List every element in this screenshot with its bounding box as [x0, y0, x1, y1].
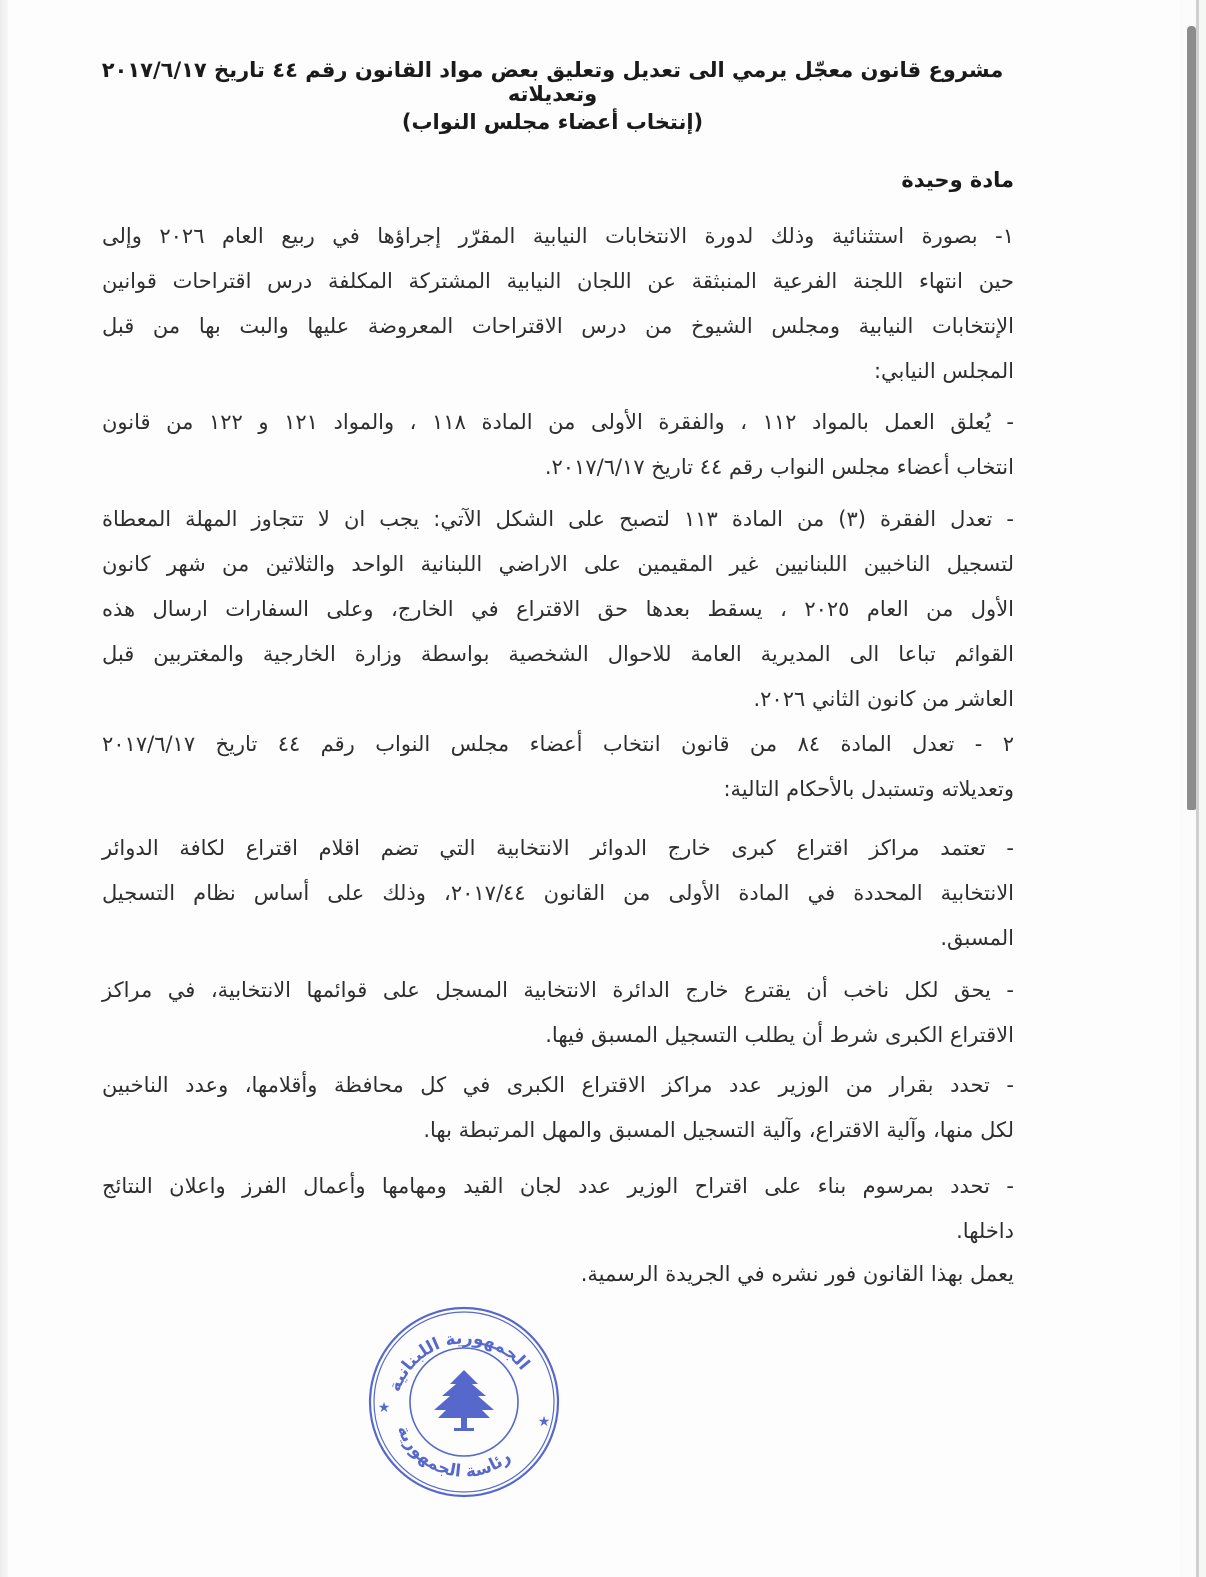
paragraph-line: - يُعلق العمل بالمواد ١١٢ ، والفقرة الأولى من المادة ١١٨ ، والمواد ١٢١ و ١٢٢ من قانون [102, 410, 1014, 434]
paragraph-line: لتسجيل الناخبين اللبنانيين غير المقيمين على الاراضي اللبنانية الواحد والثلاثين من شهر كانون [102, 552, 1014, 576]
paragraph-line: المسبق. [940, 926, 1014, 950]
svg-text:★: ★ [377, 1400, 391, 1416]
star-icon [538, 1414, 551, 1430]
paragraph-3 [102, 497, 1014, 722]
paragraph-6 [102, 968, 1014, 1058]
paragraph-line: انتخاب أعضاء مجلس النواب رقم ٤٤ تاريخ ٢٠١٧/٦/١٧. [544, 455, 1014, 479]
paragraph-2 [102, 400, 1014, 490]
star-icon [378, 1400, 391, 1416]
paragraph-line: الاقتراع الكبرى شرط أن يطلب التسجيل المسبق فيها. [545, 1023, 1014, 1047]
paragraph-line: الأول من العام ٢٠٢٥ ، يسقط بعدها حق الاقتراع في الخارج، وعلى السفارات ارسال هذه [102, 597, 1015, 621]
viewer-right-edge [1199, 0, 1206, 1577]
paragraph-line: المجلس النيابي: [873, 359, 1014, 383]
paragraph-line: الإنتخابات النيابية ومجلس الشيوخ من درس الاقتراحات المعروضة عليها والبت بها من قبل [102, 314, 1014, 338]
paragraph-line: العاشر من كانون الثاني ٢٠٢٦. [753, 687, 1014, 711]
paragraph-8 [102, 1164, 1014, 1254]
official-stamp [366, 1304, 562, 1500]
paragraph-line: - تحدد بمرسوم بناء على اقتراح الوزير عدد لجان القيد ومهامها وأعمال الفرز واعلان النتائج [102, 1174, 1014, 1198]
paragraph-line: داخلها. [956, 1219, 1014, 1243]
paragraph-1 [102, 214, 1014, 394]
paragraph-line: ٢ - تعدل المادة ٨٤ من قانون انتخاب أعضاء مجلس النواب رقم ٤٤ تاريخ ٢٠١٧/٦/١٧ [102, 732, 1014, 756]
closing-clause: يعمل بهذا القانون فور نشره في الجريدة الرسمية. [580, 1262, 1014, 1286]
viewer-left-edge [0, 0, 8, 1577]
article-heading: مادة وحيدة [901, 168, 1014, 192]
paragraph-7 [102, 1063, 1014, 1153]
stamp-top-text: الجمهورية اللبنانية [384, 1328, 534, 1395]
paragraph-line: لكل منها، وآلية الاقتراع، وآلية التسجيل المسبق والمهل المرتبطة بها. [423, 1118, 1014, 1142]
paragraph-line: - تعتمد مراكز اقتراع كبرى خارج الدوائر الانتخابية التي تضم اقلام اقتراع لكافة الدوائر [102, 836, 1014, 860]
stamp-bottom-text: رئاسة الجمهورية [392, 1422, 515, 1482]
document-title-line-2: (إنتخاب أعضاء مجلس النواب) [401, 110, 704, 134]
paragraph-line: ١- بصورة استثنائية وذلك لدورة الانتخابات النيابية المقرّر إجراؤها في ربيع العام ٢٠٢٦ وإلى [102, 224, 1014, 248]
paragraph-line: حين انتهاء اللجنة الفرعية المنبثقة عن اللجان النيابية المشتركة المكلفة درس اقتراحات قوانين [102, 269, 1014, 293]
paragraph-line: - يحق لكل ناخب أن يقترع خارج الدائرة الانتخابية المسجل على قوائمها الانتخابية، في مراكز [102, 978, 1014, 1002]
paragraph-line: وتعديلاته وتستبدل بالأحكام التالية: [723, 777, 1014, 801]
paragraph-line: الانتخابية المحددة في المادة الأولى من القانون ٢٠١٧/٤٤، وذلك على أساس نظام التسجيل [102, 881, 1015, 905]
paragraph-line: القوائم تباعا الى المديرية العامة للاحوال الشخصية بواسطة وزارة الخارجية والمغتربين قبل [102, 642, 1014, 666]
paragraph-line: - تعدل الفقرة (٣) من المادة ١١٣ لتصبح على الشكل الآتي: يجب ان لا تتجاوز المهلة المعطاة [102, 507, 1014, 531]
cedar-tree-icon [434, 1370, 494, 1431]
paragraph-5 [102, 826, 1014, 961]
paragraph-line: - تحدد بقرار من الوزير عدد مراكز الاقتراع الكبرى في كل محافظة وأقلامها، وعدد الناخبين [102, 1073, 1014, 1097]
document-title-line-1: مشروع قانون معجّل يرمي الى تعديل وتعليق بعض مواد القانون رقم ٤٤ تاريخ ٢٠١٧/٦/١٧ وتعديلاته [101, 58, 1004, 106]
scrollbar-thumb[interactable] [1187, 26, 1196, 810]
svg-text:★: ★ [537, 1414, 551, 1430]
paragraph-4 [102, 722, 1014, 812]
